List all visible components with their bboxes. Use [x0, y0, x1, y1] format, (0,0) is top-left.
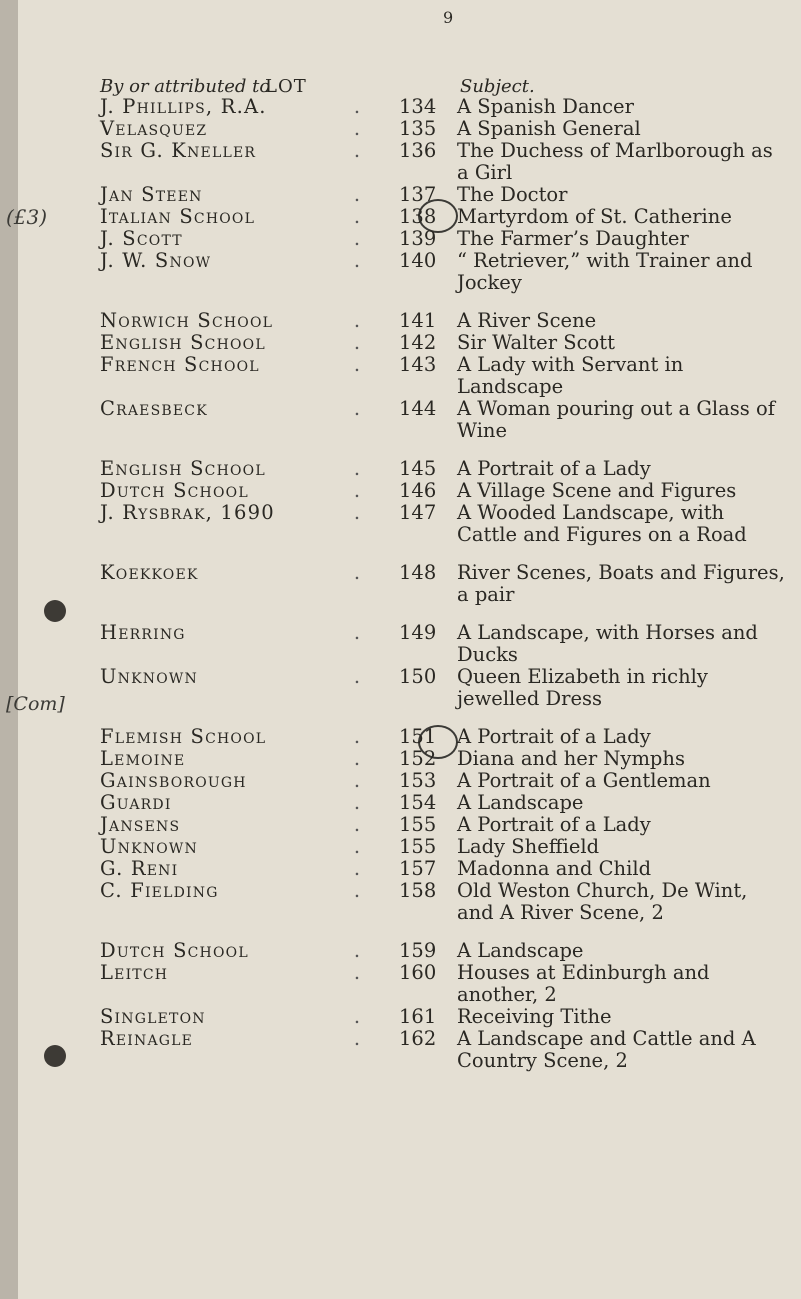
artist: English School	[100, 331, 266, 354]
header-subject: Subject.	[460, 76, 535, 97]
list-item	[0, 398, 801, 442]
artist: Norwich School	[100, 309, 274, 332]
leader-dots: .	[353, 857, 375, 880]
leader-dots: .	[353, 353, 375, 376]
artist: Dutch School	[100, 479, 249, 502]
artist: Sir G. Kneller	[100, 139, 257, 162]
subject: A Woman pouring out a Glass of Wine	[457, 397, 775, 442]
lot-number: 154	[399, 791, 437, 814]
lot-number: 149	[399, 621, 437, 644]
leader-dots: .	[353, 205, 375, 228]
lot-number: 142	[399, 331, 437, 354]
lot-number: 155	[399, 835, 437, 858]
catalogue-list	[0, 96, 801, 1072]
list-item	[0, 726, 801, 748]
list-item	[0, 666, 801, 710]
leader-dots: .	[353, 769, 375, 792]
artist: English School	[100, 457, 266, 480]
artist: Singleton	[100, 1005, 206, 1028]
leader-dots: .	[353, 95, 375, 118]
artist: G. Reni	[100, 857, 179, 880]
page-number: 9	[443, 8, 454, 27]
leader-dots: .	[353, 227, 375, 250]
artist: J. W. Snow	[100, 249, 212, 272]
subject: The Duchess of Marlborough as a Girl	[457, 139, 773, 184]
list-item	[0, 622, 801, 666]
list-item	[0, 206, 801, 228]
list-item	[0, 858, 801, 880]
lot-number: 146	[399, 479, 437, 502]
list-item	[0, 880, 801, 924]
list-item	[0, 332, 801, 354]
artist: Italian School	[100, 205, 256, 228]
artist: French School	[100, 353, 260, 376]
artist: J. Scott	[100, 227, 183, 250]
subject: Lady Sheffield	[457, 835, 600, 858]
lot-number: 136	[399, 139, 437, 162]
list-item	[0, 96, 801, 118]
subject: A Lady with Servant in Landscape	[457, 353, 684, 398]
lot-number: 144	[399, 397, 437, 420]
subject: Receiving Tithe	[457, 1005, 612, 1028]
artist: Herring	[100, 621, 186, 644]
leader-dots: .	[353, 961, 375, 984]
lot-number: 155	[399, 813, 437, 836]
list-item	[0, 562, 801, 606]
margin-note: (£3)	[6, 205, 48, 229]
lot-number: 162	[399, 1027, 437, 1050]
subject: Queen Elizabeth in richly jewelled Dress	[457, 665, 708, 710]
lot-number: 148	[399, 561, 437, 584]
artist: C. Fielding	[100, 879, 219, 902]
artist: Velasquez	[100, 117, 208, 140]
artist: Unknown	[100, 665, 198, 688]
leader-dots: .	[353, 1005, 375, 1028]
artist: Koekkoek	[100, 561, 199, 584]
lot-number: 161	[399, 1005, 437, 1028]
list-item	[0, 792, 801, 814]
list-item	[0, 962, 801, 1006]
lot-number: 139	[399, 227, 437, 250]
leader-dots: .	[353, 835, 375, 858]
lot-number: 153	[399, 769, 437, 792]
lot-number: 159	[399, 939, 437, 962]
subject: A Landscape, with Horses and Ducks	[457, 621, 758, 666]
list-item	[0, 310, 801, 332]
subject: A Portrait of a Lady	[457, 457, 651, 480]
list-item	[0, 748, 801, 770]
lot-number: 152	[399, 747, 437, 770]
lot-number: 134	[399, 95, 437, 118]
lot-number: 160	[399, 961, 437, 984]
list-item	[0, 228, 801, 250]
artist: Jan Steen	[100, 183, 203, 206]
artist: J. Rysbrak, 1690	[100, 501, 275, 524]
leader-dots: .	[353, 665, 375, 688]
subject: A Wooded Landscape, with Cattle and Figures on a Road	[457, 501, 747, 546]
artist: Jansens	[100, 813, 181, 836]
lot-number: 137	[399, 183, 437, 206]
subject: River Scenes, Boats and Figures, a pair	[457, 561, 785, 606]
subject: Martyrdom of St. Catherine	[457, 205, 732, 228]
lot-number: 151	[399, 725, 437, 748]
subject: Madonna and Child	[457, 857, 652, 880]
leader-dots: .	[353, 309, 375, 332]
subject: A Landscape	[457, 791, 584, 814]
list-item	[0, 250, 801, 294]
list-item	[0, 1028, 801, 1072]
artist: Reinagle	[100, 1027, 194, 1050]
subject: A Landscape and Cattle and A Country Scene, 2	[457, 1027, 756, 1072]
list-item	[0, 770, 801, 792]
leader-dots: .	[353, 331, 375, 354]
subject: The Farmer’s Daughter	[457, 227, 689, 250]
artist: Unknown	[100, 835, 198, 858]
leader-dots: .	[353, 939, 375, 962]
subject: A River Scene	[457, 309, 597, 332]
list-item	[0, 458, 801, 480]
subject: A Portrait of a Gentleman	[457, 769, 711, 792]
list-item	[0, 940, 801, 962]
subject: A Spanish General	[457, 117, 641, 140]
list-item	[0, 1006, 801, 1028]
lot-number: 157	[399, 857, 437, 880]
leader-dots: .	[353, 813, 375, 836]
artist: Flemish School	[100, 725, 267, 748]
list-item	[0, 502, 801, 546]
list-item	[0, 354, 801, 398]
list-item	[0, 140, 801, 184]
lot-number: 145	[399, 457, 437, 480]
header-lot: LOT	[265, 76, 307, 97]
leader-dots: .	[353, 501, 375, 524]
artist: Craesbeck	[100, 397, 208, 420]
leader-dots: .	[353, 117, 375, 140]
subject: A Portrait of a Lady	[457, 725, 651, 748]
list-item	[0, 480, 801, 502]
lot-number: 141	[399, 309, 437, 332]
lot-number: 147	[399, 501, 437, 524]
subject: The Doctor	[457, 183, 568, 206]
subject: A Landscape	[457, 939, 584, 962]
leader-dots: .	[353, 183, 375, 206]
artist: J. Phillips, R.A.	[100, 95, 267, 118]
list-item	[0, 118, 801, 140]
leader-dots: .	[353, 1027, 375, 1050]
leader-dots: .	[353, 561, 375, 584]
lot-number: 140	[399, 249, 437, 272]
leader-dots: .	[353, 725, 375, 748]
list-item	[0, 184, 801, 206]
subject: Diana and her Nymphs	[457, 747, 685, 770]
leader-dots: .	[353, 457, 375, 480]
leader-dots: .	[353, 747, 375, 770]
leader-dots: .	[353, 879, 375, 902]
subject: Sir Walter Scott	[457, 331, 615, 354]
subject: A Village Scene and Figures	[457, 479, 737, 502]
header-attributed: By or attributed to	[100, 76, 271, 97]
leader-dots: .	[353, 139, 375, 162]
lot-number: 143	[399, 353, 437, 376]
leader-dots: .	[353, 397, 375, 420]
lot-number: 158	[399, 879, 437, 902]
artist: Dutch School	[100, 939, 249, 962]
leader-dots: .	[353, 621, 375, 644]
subject: “ Retriever,” with Trainer and Jockey	[457, 249, 753, 294]
artist: Lemoine	[100, 747, 186, 770]
artist: Gainsborough	[100, 769, 247, 792]
margin-note: [Com]	[6, 693, 65, 715]
leader-dots: .	[353, 791, 375, 814]
artist: Leitch	[100, 961, 169, 984]
subject: Old Weston Church, De Wint, and A River Scene, 2	[457, 879, 748, 924]
lot-number: 138	[399, 205, 437, 228]
list-item	[0, 836, 801, 858]
lot-number: 135	[399, 117, 437, 140]
subject: A Portrait of a Lady	[457, 813, 651, 836]
artist: Guardi	[100, 791, 172, 814]
leader-dots: .	[353, 249, 375, 272]
subject: Houses at Edinburgh and another, 2	[457, 961, 710, 1006]
subject: A Spanish Dancer	[457, 95, 634, 118]
list-item	[0, 814, 801, 836]
lot-number: 150	[399, 665, 437, 688]
leader-dots: .	[353, 479, 375, 502]
